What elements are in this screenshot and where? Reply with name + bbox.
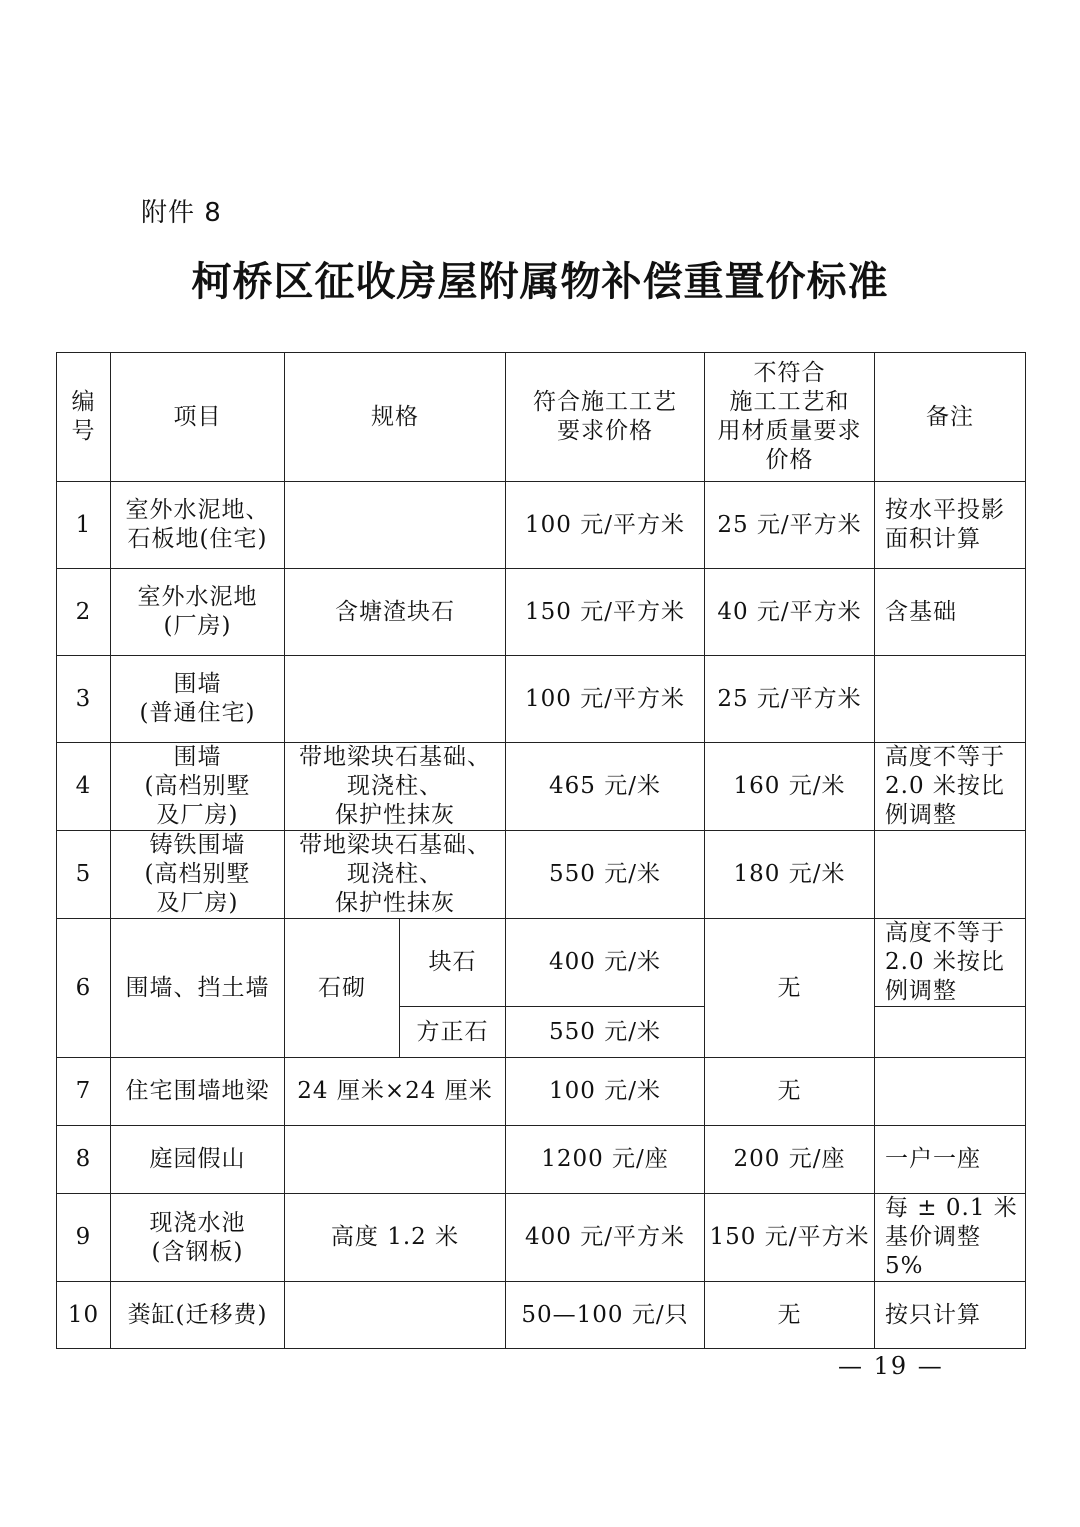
document-title: 柯桥区征收房屋附属物补偿重置价标准 (191, 259, 889, 305)
cell-remark (875, 1058, 1026, 1126)
header-price-conform: 符合施工工艺 要求价格 (506, 353, 705, 482)
cell-remark: 一户一座 (875, 1126, 1026, 1194)
cell-price-nonconform: 40 元/平方米 (705, 569, 875, 656)
table-header-row (57, 353, 1026, 482)
header-no: 编号 (57, 353, 111, 482)
attachment-label: 附件 8 (141, 198, 222, 228)
cell-spec: 24 厘米×24 厘米 (285, 1058, 506, 1126)
table-row (57, 482, 1026, 569)
cell-price-nonconform: 无 (705, 1282, 875, 1349)
header-remark: 备注 (875, 353, 1026, 482)
cell-remark: 按水平投影 面积计算 (875, 482, 1026, 569)
header-item: 项目 (111, 353, 285, 482)
cell-spec: 高度 1.2 米 (285, 1194, 506, 1282)
cell-spec (285, 656, 506, 743)
table-row (57, 1194, 1026, 1282)
cell-item: 围墙、挡土墙 (111, 919, 285, 1058)
cell-remark (875, 831, 1026, 919)
cell-price-conform: 100 元/平方米 (506, 656, 705, 743)
cell-item: 住宅围墙地梁 (111, 1058, 285, 1126)
header-price-nonconform: 不符合 施工工艺和 用材质量要求 价格 (705, 353, 875, 482)
cell-item: 围墙 (高档别墅 及厂房) (111, 743, 285, 831)
cell-spec: 石砌 (285, 919, 400, 1058)
cell-price-nonconform: 150 元/平方米 (705, 1194, 875, 1282)
cell-remark: 含基础 (875, 569, 1026, 656)
cell-price-conform: 550 元/米 (506, 831, 705, 919)
cell-price-nonconform: 200 元/座 (705, 1126, 875, 1194)
cell-no: 1 (57, 482, 111, 569)
page-number: — 19 — (838, 1352, 944, 1380)
cell-item: 室外水泥地 (厂房) (111, 569, 285, 656)
cell-price-conform: 150 元/平方米 (506, 569, 705, 656)
table-row (57, 831, 1026, 919)
cell-no: 8 (57, 1126, 111, 1194)
cell-item: 铸铁围墙 (高档别墅 及厂房) (111, 831, 285, 919)
cell-price-conform: 1200 元/座 (506, 1126, 705, 1194)
cell-no: 2 (57, 569, 111, 656)
cell-remark (875, 656, 1026, 743)
cell-item: 室外水泥地、 石板地(住宅) (111, 482, 285, 569)
table-row (57, 1282, 1026, 1349)
cell-remark: 高度不等于 2.0 米按比 例调整 (875, 743, 1026, 831)
cell-spec: 含塘渣块石 (285, 569, 506, 656)
cell-price-conform: 400 元/米 (506, 919, 705, 1007)
cell-no: 4 (57, 743, 111, 831)
cell-price-nonconform: 无 (705, 919, 875, 1058)
cell-price-conform: 50—100 元/只 (506, 1282, 705, 1349)
cell-price-nonconform: 180 元/米 (705, 831, 875, 919)
cell-no: 7 (57, 1058, 111, 1126)
cell-remark: 按只计算 (875, 1282, 1026, 1349)
header-spec: 规格 (285, 353, 506, 482)
cell-spec (285, 482, 506, 569)
cell-price-conform: 400 元/平方米 (506, 1194, 705, 1282)
table-row (57, 919, 1026, 1007)
cell-sub-spec: 块石 (400, 919, 506, 1007)
cell-price-conform: 100 元/平方米 (506, 482, 705, 569)
cell-item: 现浇水池 (含钢板) (111, 1194, 285, 1282)
cell-no: 9 (57, 1194, 111, 1282)
compensation-price-table (56, 352, 1026, 1349)
cell-item: 粪缸(迁移费) (111, 1282, 285, 1349)
table-row (57, 743, 1026, 831)
cell-remark: 每 ± 0.1 米 基价调整 5% (875, 1194, 1026, 1282)
cell-no: 6 (57, 919, 111, 1058)
cell-price-nonconform: 25 元/平方米 (705, 482, 875, 569)
cell-no: 3 (57, 656, 111, 743)
cell-remark: 高度不等于 2.0 米按比 例调整 (875, 919, 1026, 1007)
cell-price-conform: 465 元/米 (506, 743, 705, 831)
cell-price-nonconform: 25 元/平方米 (705, 656, 875, 743)
cell-price-conform: 550 元/米 (506, 1007, 705, 1058)
cell-item: 庭园假山 (111, 1126, 285, 1194)
cell-no: 10 (57, 1282, 111, 1349)
cell-spec (285, 1282, 506, 1349)
table-row (57, 1058, 1026, 1126)
cell-remark (875, 1007, 1026, 1058)
cell-price-conform: 100 元/米 (506, 1058, 705, 1126)
table-row (57, 569, 1026, 656)
table-row (57, 1126, 1026, 1194)
cell-spec: 带地梁块石基础、 现浇柱、 保护性抹灰 (285, 831, 506, 919)
cell-spec (285, 1126, 506, 1194)
cell-sub-spec: 方正石 (400, 1007, 506, 1058)
cell-price-nonconform: 160 元/米 (705, 743, 875, 831)
cell-spec: 带地梁块石基础、 现浇柱、 保护性抹灰 (285, 743, 506, 831)
cell-no: 5 (57, 831, 111, 919)
cell-price-nonconform: 无 (705, 1058, 875, 1126)
cell-item: 围墙 (普通住宅) (111, 656, 285, 743)
table-row (57, 656, 1026, 743)
